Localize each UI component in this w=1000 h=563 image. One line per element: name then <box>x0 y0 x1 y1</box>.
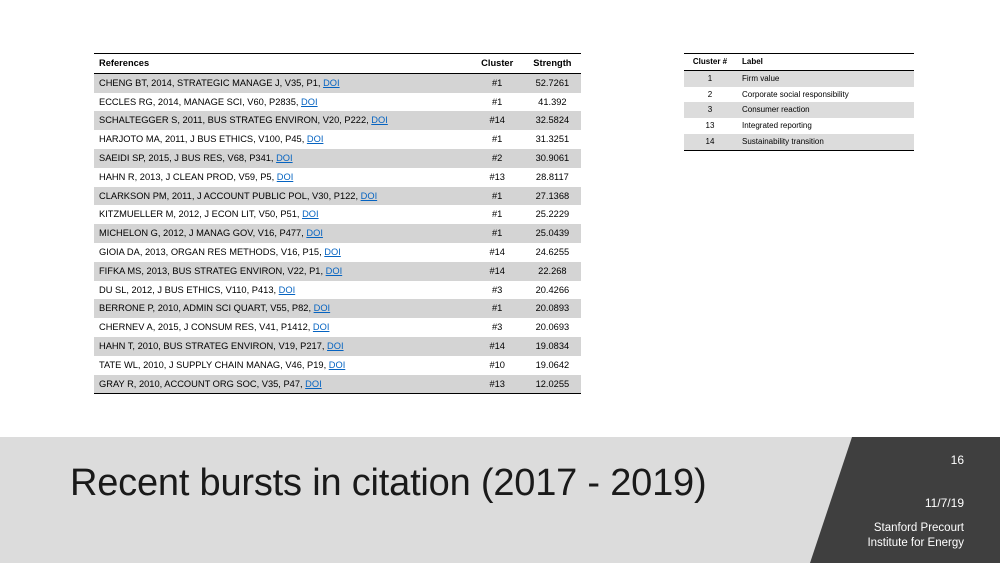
doi-link[interactable]: DOI <box>371 115 388 126</box>
cluster-legend-table <box>684 53 914 151</box>
cluster-cell: #1 <box>471 73 524 92</box>
reference-text: KITZMUELLER M, 2012, J ECON LIT, V50, P51, <box>99 209 303 220</box>
reference-text: FIFKA MS, 2013, BUS STRATEG ENVIRON, V22, P1, <box>99 265 326 276</box>
cluster-cell: #1 <box>471 299 524 318</box>
column-header-references: References <box>94 54 471 74</box>
strength-cell: 31.3251 <box>524 130 581 149</box>
reference-text: ECCLES RG, 2014, MANAGE SCI, V60, P2835, <box>99 96 302 107</box>
cluster-cell: #1 <box>471 205 524 224</box>
table-row <box>94 243 581 262</box>
reference-cell <box>94 73 471 92</box>
table-row <box>94 93 581 112</box>
reference-text: DU SL, 2012, J BUS ETHICS, V110, P413, <box>99 284 279 295</box>
reference-text: HARJOTO MA, 2011, J BUS ETHICS, V100, P45, <box>99 134 307 145</box>
table-row <box>684 70 914 86</box>
cluster-cell: #14 <box>471 111 524 130</box>
cluster-cell: #1 <box>471 224 524 243</box>
organization-name <box>814 521 964 551</box>
cluster-cell: #2 <box>471 149 524 168</box>
reference-cell <box>94 356 471 375</box>
doi-link[interactable]: DOI <box>328 359 346 370</box>
cluster-number-cell: 14 <box>684 134 736 150</box>
references-table-body <box>94 73 581 394</box>
cluster-cell: #10 <box>471 356 524 375</box>
doi-link[interactable]: DOI <box>360 190 378 201</box>
doi-link[interactable]: DOI <box>325 265 343 276</box>
organization-line-1: Stanford Precourt <box>873 522 964 534</box>
strength-cell: 25.2229 <box>524 205 581 224</box>
strength-cell: 20.0693 <box>524 318 581 337</box>
table-row <box>94 73 581 92</box>
reference-text: HAHN R, 2013, J CLEAN PROD, V59, P5, <box>99 171 277 182</box>
strength-cell: 19.0834 <box>524 337 581 356</box>
reference-text: GIOIA DA, 2013, ORGAN RES METHODS, V16, P15, <box>99 246 325 257</box>
column-header-cluster-number: Cluster # <box>684 54 736 71</box>
table-row <box>684 102 914 118</box>
doi-link[interactable]: DOI <box>306 228 323 239</box>
doi-link[interactable]: DOI <box>278 284 296 295</box>
doi-link[interactable]: DOI <box>306 134 324 145</box>
column-header-cluster-label: Label <box>736 54 914 71</box>
table-row <box>94 318 581 337</box>
cluster-cell: #13 <box>471 168 524 187</box>
doi-link[interactable]: DOI <box>276 171 294 182</box>
slide-date: 11/7/19 <box>924 496 964 510</box>
strength-cell: 30.9061 <box>524 149 581 168</box>
reference-text: MICHELON G, 2012, J MANAG GOV, V16, P477, <box>99 228 307 239</box>
cluster-cell: #1 <box>471 187 524 206</box>
table-header-row <box>684 54 914 71</box>
reference-cell <box>94 262 471 281</box>
table-row <box>684 87 914 103</box>
table-row <box>94 111 581 130</box>
reference-cell <box>94 205 471 224</box>
strength-cell: 20.0893 <box>524 299 581 318</box>
cluster-number-cell: 3 <box>684 102 736 118</box>
cluster-cell: #13 <box>471 375 524 394</box>
reference-cell <box>94 111 471 130</box>
reference-cell <box>94 299 471 318</box>
reference-text: CHERNEV A, 2015, J CONSUM RES, V41, P1412, <box>99 322 313 333</box>
cluster-cell: #14 <box>471 262 524 281</box>
cluster-table-head <box>684 54 914 71</box>
table-row <box>94 205 581 224</box>
cluster-number-cell: 1 <box>684 70 736 86</box>
reference-cell <box>94 224 471 243</box>
cluster-label-cell: Corporate social responsibility <box>736 87 914 103</box>
cluster-table-body <box>684 70 914 150</box>
page-title: Recent bursts in citation (2017 - 2019) <box>70 462 707 504</box>
reference-cell <box>94 375 471 394</box>
table-row <box>94 130 581 149</box>
doi-link[interactable]: DOI <box>312 322 330 333</box>
reference-text: TATE WL, 2010, J SUPPLY CHAIN MANAG, V46, P19, <box>99 359 329 370</box>
cluster-cell: #3 <box>471 318 524 337</box>
reference-text: CHENG BT, 2014, STRATEGIC MANAGE J, V35, P1, <box>99 77 324 88</box>
cluster-number-cell: 2 <box>684 87 736 103</box>
doi-link[interactable]: DOI <box>276 152 293 163</box>
strength-cell: 28.8117 <box>524 168 581 187</box>
table-row <box>94 281 581 300</box>
strength-cell: 19.0642 <box>524 356 581 375</box>
doi-link[interactable]: DOI <box>313 303 331 314</box>
strength-cell: 52.7261 <box>524 73 581 92</box>
cluster-cell: #1 <box>471 93 524 112</box>
cluster-label-cell: Consumer reaction <box>736 102 914 118</box>
reference-text: GRAY R, 2010, ACCOUNT ORG SOC, V35, P47, <box>99 378 306 389</box>
doi-link[interactable]: DOI <box>323 77 340 88</box>
table-row <box>94 224 581 243</box>
cluster-number-cell: 13 <box>684 118 736 134</box>
reference-text: BERRONE P, 2010, ADMIN SCI QUART, V55, P82, <box>99 303 314 314</box>
strength-cell: 24.6255 <box>524 243 581 262</box>
doi-link[interactable]: DOI <box>302 209 319 220</box>
reference-cell <box>94 337 471 356</box>
reference-text: HAHN T, 2010, BUS STRATEG ENVIRON, V19, P217, <box>99 340 328 351</box>
table-header-row <box>94 54 581 74</box>
table-row <box>94 299 581 318</box>
cluster-cell: #14 <box>471 337 524 356</box>
strength-cell: 27.1368 <box>524 187 581 206</box>
strength-cell: 41.392 <box>524 93 581 112</box>
strength-cell: 20.4266 <box>524 281 581 300</box>
reference-text: SCHALTEGGER S, 2011, BUS STRATEG ENVIRON, V20, P222, <box>99 115 372 126</box>
references-table <box>94 53 581 394</box>
table-row <box>94 262 581 281</box>
strength-cell: 12.0255 <box>524 375 581 394</box>
table-row <box>94 149 581 168</box>
doi-link[interactable]: DOI <box>327 340 344 351</box>
table-row <box>94 337 581 356</box>
reference-cell <box>94 281 471 300</box>
strength-cell: 32.5824 <box>524 111 581 130</box>
table-row <box>94 187 581 206</box>
cluster-cell: #14 <box>471 243 524 262</box>
table-row <box>684 134 914 150</box>
slide-number: 16 <box>950 453 964 467</box>
doi-link[interactable]: DOI <box>301 96 318 107</box>
doi-link[interactable]: DOI <box>324 246 341 257</box>
cluster-cell: #3 <box>471 281 524 300</box>
cluster-label-cell: Sustainability transition <box>736 134 914 150</box>
reference-cell <box>94 168 471 187</box>
reference-text: SAEIDI SP, 2015, J BUS RES, V68, P341, <box>99 152 277 163</box>
doi-link[interactable]: DOI <box>305 378 322 389</box>
reference-cell <box>94 93 471 112</box>
strength-cell: 25.0439 <box>524 224 581 243</box>
reference-text: CLARKSON PM, 2011, J ACCOUNT PUBLIC POL, V30, P122, <box>99 190 361 201</box>
table-row <box>94 168 581 187</box>
column-header-strength: Strength <box>524 54 581 74</box>
table-row <box>94 375 581 394</box>
references-table-head <box>94 54 581 74</box>
reference-cell <box>94 149 471 168</box>
reference-cell <box>94 243 471 262</box>
reference-cell <box>94 130 471 149</box>
strength-cell: 22.268 <box>524 262 581 281</box>
reference-cell <box>94 187 471 206</box>
column-header-cluster: Cluster <box>471 54 524 74</box>
cluster-label-cell: Integrated reporting <box>736 118 914 134</box>
table-row <box>94 356 581 375</box>
reference-cell <box>94 318 471 337</box>
table-row <box>684 118 914 134</box>
organization-line-2: Institute for Energy <box>867 537 964 549</box>
cluster-label-cell: Firm value <box>736 70 914 86</box>
cluster-cell: #1 <box>471 130 524 149</box>
